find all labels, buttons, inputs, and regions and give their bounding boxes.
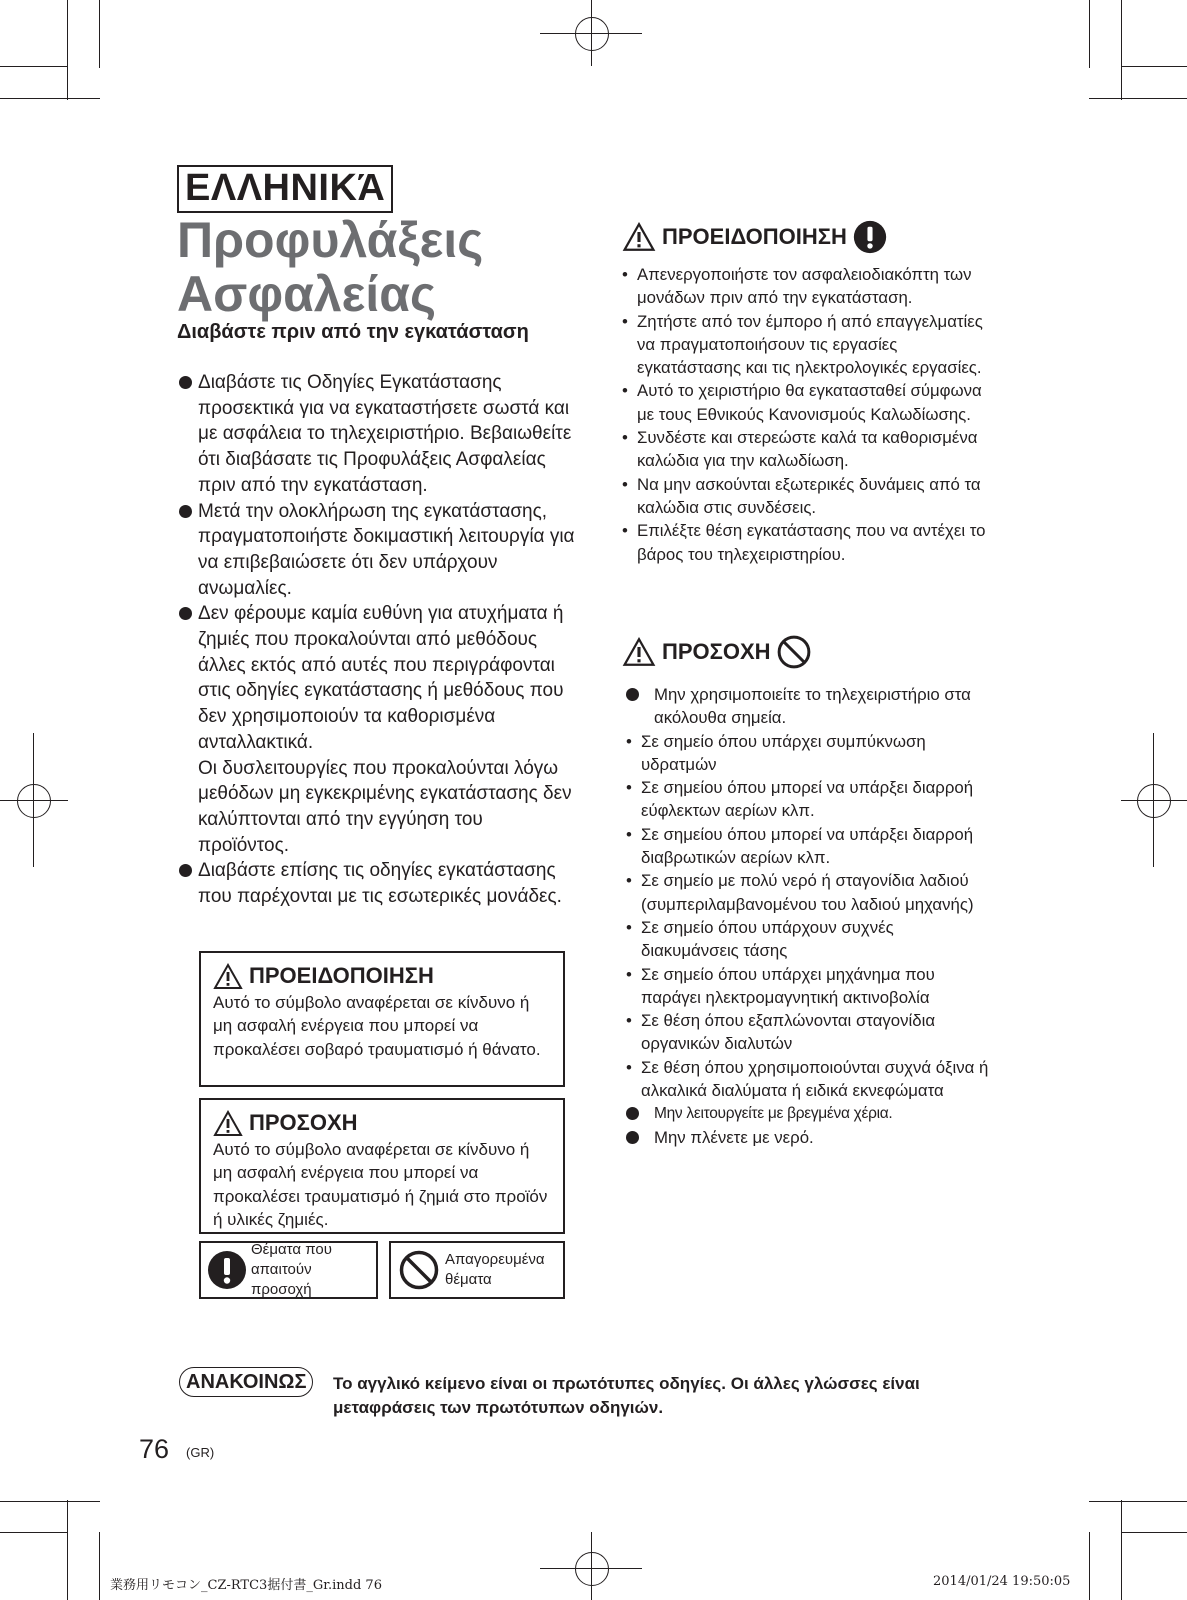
list-item: • Απενεργοποιήστε τον ασφαλειοδιακόπτη των μονάδων πριν από την εγκατάσταση. [622, 265, 972, 308]
list-item: Διαβάστε επίσης τις οδηγίες εγκατάστασης που παρέχονται με τις εσωτερικές μονάδες. [177, 858, 577, 909]
language-label: ΕΛΛΗΝΙΚΆ [177, 165, 393, 213]
bullet-icon [179, 607, 192, 620]
warning-triangle-icon [213, 963, 243, 990]
list-item: • Ζητήστε από τον έμπορο ή από επαγγελματίες να πραγματοποιήσουν τις εργασίες εγκατάστασης και τις ηλεκτρολογικές εργασίες. [622, 311, 983, 378]
legend-prohibited-line1: Απαγορευμένα [445, 1251, 545, 1268]
list-item: • Σε θέση όπου εξαπλώνονται σταγονίδια οργανικών διαλυτών [626, 1011, 936, 1054]
list-item: Μην λειτουργείτε με βρεγμένα χέρια. [626, 1102, 996, 1125]
bullet-icon [626, 1107, 639, 1120]
list-item: Μετά την ολοκλήρωση της εγκατάστασης, πραγματοποιήστε δοκιμαστική λειτουργία για να επιβεβαιώσετε ότι δεν υπάρχουν ανωμαλίες. [177, 499, 577, 602]
footer-timestamp: 2014/01/24 19:50:05 [933, 1574, 1071, 1589]
caution-section-title: ΠΡΟΣΟΧΗ [662, 639, 771, 664]
list-item: Δεν φέρουμε καμία ευθύνη για ατυχήματα ή ζημιές που προκαλούνται από μεθόδους άλλες εκτός από αυτές που περιγράφονται στις οδηγίες εγκατάστασης ή μεθόδους που δεν χρησιμοποιούν τα καθορισμένα ανταλλακτικά. [177, 601, 577, 755]
page-title-line2: Ασφαλείας [177, 266, 436, 322]
legend-attention-line1: Θέματα που [251, 1241, 332, 1258]
list-item: Μην πλένετε με νερό. [626, 1126, 996, 1149]
prohibited-icon [775, 635, 813, 669]
list-item: Οι δυσλειτουργίες που προκαλούνται λόγω μεθόδων μη εγκεκριμένης εγκατάστασης δεν καλύπτονται από την εγγύηση του προϊόντος. [198, 757, 572, 856]
intro-bullet-list [177, 370, 577, 910]
warning-triangle-icon [622, 222, 656, 252]
list-item: • Αυτό το χειριστήριο θα εγκατασταθεί σύμφωνα με τους Εθνικούς Κανονισμούς Καλωδίωσης. [622, 381, 982, 424]
subtitle: Διαβάστε πριν από την εγκατάσταση [177, 321, 529, 343]
list-item: • Σε σημείο όπου υπάρχει μηχάνημα που παράγει ηλεκτρομαγνητική ακτινοβολία [626, 964, 935, 1007]
list-item: • Σε σημείου όπου μπορεί να υπάρξει διαρροή εύφλεκτων αερίων κλπ. [626, 778, 974, 821]
list-item: • Σε σημείου όπου μπορεί να υπάρξει διαρροή διαβρωτικών αερίων κλπ. [626, 824, 974, 868]
caution-box-text: Αυτό το σύμβολο αναφέρεται σε κίνδυνο ή μη ασφαλή ενέργεια που μπορεί να προκαλέσει τραυματισμό ή ζημιά στο προϊόν ή υλικές ζημιές. [213, 1140, 548, 1230]
warning-definition-box [199, 951, 565, 1087]
warning-section-title: ΠΡΟΕΙΔΟΠΟΙΗΣΗ [662, 224, 847, 249]
list-item: • Σε σημείο όπου υπάρχουν συχνές διακυμάνσεις τάσης [626, 917, 894, 961]
notice-tag: ΑΝΑΚΟΙΝΩΣ [179, 1367, 313, 1397]
warning-list [622, 263, 992, 566]
list-item: Διαβάστε τις Οδηγίες Εγκατάστασης προσεκτικά για να εγκαταστήσετε σωστά και με ασφάλεια το τηλεχειριστήριο. Βεβαιωθείτε ότι διαβάσατε τις Προφυλάξεις Ασφαλείας πριν από την εγκατάσταση. [177, 370, 577, 499]
warning-box-title: ΠΡΟΕΙΔΟΠΟΙΗΣΗ [249, 963, 434, 988]
bullet-icon [626, 688, 639, 701]
list-item: • Επιλέξτε θέση εγκατάστασης που να αντέχει το βάρος του τηλεχειριστηρίου. [622, 521, 986, 564]
warning-triangle-icon [213, 1110, 243, 1137]
page-title-line1: Προφυλάξεις [177, 212, 484, 268]
bullet-icon [179, 376, 192, 389]
warning-triangle-icon [622, 637, 656, 667]
page-language-code: (GR) [186, 1445, 215, 1460]
exclamation-icon [853, 220, 887, 254]
legend-prohibited-line2: θέματα [445, 1271, 492, 1288]
legend-prohibited [389, 1241, 565, 1299]
page-number: 76 [139, 1434, 170, 1464]
bullet-icon [179, 505, 192, 518]
legend-attention [199, 1241, 378, 1299]
bullet-icon [626, 1131, 639, 1144]
caution-section-heading [622, 635, 819, 669]
list-item: • Σε σημείο όπου υπάρχει συμπύκνωση υδρατμών [626, 731, 926, 774]
caution-box-title: ΠΡΟΣΟΧΗ [249, 1110, 358, 1135]
footer-filename: 業務用リモコン_CZ-RTC3据付書_Gr.indd 76 [110, 1578, 382, 1593]
caution-list [626, 683, 996, 1149]
prohibited-icon [397, 1250, 441, 1290]
legend-attention-line2: απαιτούν προσοχή [251, 1261, 312, 1298]
warning-box-text: Αυτό το σύμβολο αναφέρεται σε κίνδυνο ή μη ασφαλή ενέργεια που μπορεί να προκαλέσει σοβαρό τραυματισμό ή θάνατο. [213, 993, 541, 1059]
list-item: • Σε σημείο με πολύ νερό ή σταγονίδια λαδιού (συμπεριλαμβανομένου του λαδιού μηχανής) [626, 871, 974, 914]
warning-section-heading [622, 220, 893, 254]
list-item: • Σε θέση όπου χρησιμοποιούνται συχνά όξινα ή αλκαλικά διαλύματα ή ειδικά εκνεφώματα [626, 1057, 989, 1101]
notice-text: Το αγγλικό κείμενο είναι οι πρωτότυπες οδηγίες. Οι άλλες γλώσσες είναι μεταφράσεις των πρωτότυπων οδηγιών. [333, 1374, 920, 1417]
list-item: • Συνδέστε και στερεώστε καλά τα καθορισμένα καλώδια για την καλωδίωση. [622, 428, 978, 471]
list-item: • Να μην ασκούνται εξωτερικές δυνάμεις από τα καλώδια στις συνδέσεις. [622, 474, 981, 517]
bullet-icon [179, 864, 192, 877]
exclamation-icon [207, 1250, 247, 1290]
caution-definition-box [199, 1098, 565, 1234]
list-item: Μην χρησιμοποιείτε το τηλεχειριστήριο στα ακόλουθα σημεία. [626, 683, 996, 730]
